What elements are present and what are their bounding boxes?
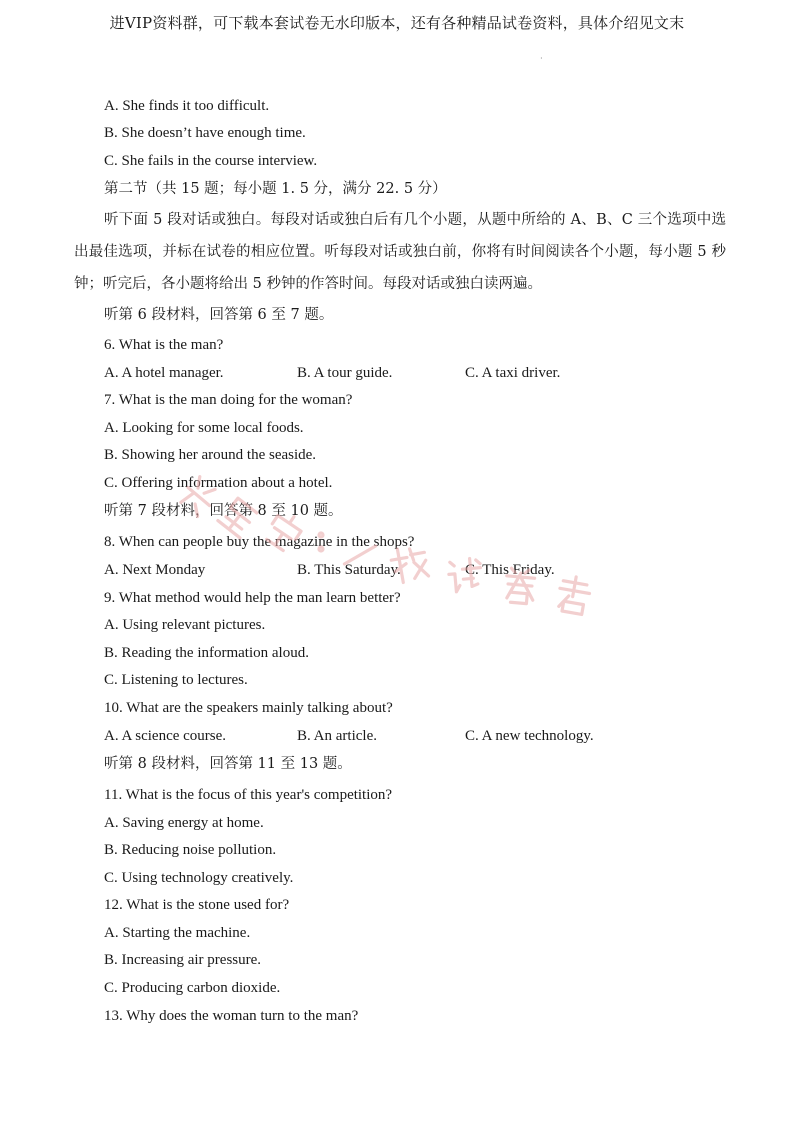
q12-option-c: C. Producing carbon dioxide. bbox=[104, 980, 281, 996]
group6-label: 听第 6 段材料，回答第 6 至 7 题。 bbox=[104, 307, 334, 323]
q10-option-c: C. A new technology. bbox=[465, 728, 594, 744]
q7-option-a: A. Looking for some local foods. bbox=[104, 420, 304, 436]
q12-option-b: B. Increasing air pressure. bbox=[104, 952, 262, 968]
q9-question: 9. What method would help the man learn better? bbox=[104, 590, 401, 606]
q11-option-c: C. Using technology creatively. bbox=[104, 870, 294, 886]
q12-option-a: A. Starting the machine. bbox=[104, 925, 251, 941]
q6-option-a: A. A hotel manager. bbox=[104, 365, 224, 381]
q7-option-b: B. Showing her around the seaside. bbox=[104, 447, 317, 463]
q9-option-a: A. Using relevant pictures. bbox=[104, 617, 266, 633]
watermark-stamp bbox=[170, 465, 640, 665]
q7-option-c: C. Offering information about a hotel. bbox=[104, 475, 333, 491]
q8-option-b: B. This Saturday. bbox=[297, 562, 401, 578]
q12-question: 12. What is the stone used for? bbox=[104, 897, 290, 913]
q6-question: 6. What is the man? bbox=[104, 337, 224, 353]
q10-question: 10. What are the speakers mainly talking about? bbox=[104, 700, 393, 716]
group8-label: 听第 8 段材料，回答第 11 至 13 题。 bbox=[104, 756, 352, 772]
q5-option-c: C. She fails in the course interview. bbox=[104, 153, 318, 169]
q6-option-b: B. A tour guide. bbox=[297, 365, 393, 381]
q9-option-b: B. Reading the information aloud. bbox=[104, 645, 309, 661]
q8-option-a: A. Next Monday bbox=[104, 562, 206, 578]
q11-option-b: B. Reducing noise pollution. bbox=[104, 842, 277, 858]
q10-option-b: B. An article. bbox=[297, 728, 377, 744]
q13-question: 13. Why does the woman turn to the man? bbox=[104, 1008, 359, 1024]
q9-option-c: C. Listening to lectures. bbox=[104, 672, 248, 688]
q11-option-a: A. Saving energy at home. bbox=[104, 815, 264, 831]
q8-question: 8. When can people buy the magazine in the shops? bbox=[104, 534, 415, 550]
q10-option-a: A. A science course. bbox=[104, 728, 227, 744]
q6-option-c: C. A taxi driver. bbox=[465, 365, 561, 381]
q7-question: 7. What is the man doing for the woman? bbox=[104, 392, 353, 408]
section2-title: 第二节（共 15 题；每小题 1. 5 分，满分 22. 5 分） bbox=[104, 181, 447, 197]
page-header-notice: 进VIP资料群，可下载本套试卷无水印版本，还有各种精品试卷资料，具体介绍见文末 bbox=[109, 14, 685, 32]
q11-question: 11. What is the focus of this year's competition? bbox=[104, 787, 393, 803]
q5-option-b: B. She doesn’t have enough time. bbox=[104, 125, 306, 141]
q8-option-c: C. This Friday. bbox=[465, 562, 555, 578]
small-dot-mark: · bbox=[540, 54, 543, 63]
section2-instructions: 听下面 5 段对话或独白。每段对话或独白后有几个小题，从题中所给的 A、B、C 三个选项中选出最佳选项，并标在试卷的相应位置。听每段对话或独白前，你将有时间阅读各个小题，每小题 5 秒钟；听完后，各小题将给出 5 秒钟的作答时间。每段对话或独白读两遍。 bbox=[74, 212, 726, 292]
group7-label: 听第 7 段材料，回答第 8 至 10 题。 bbox=[104, 503, 343, 519]
q5-option-a: A. She finds it too difficult. bbox=[104, 98, 270, 114]
